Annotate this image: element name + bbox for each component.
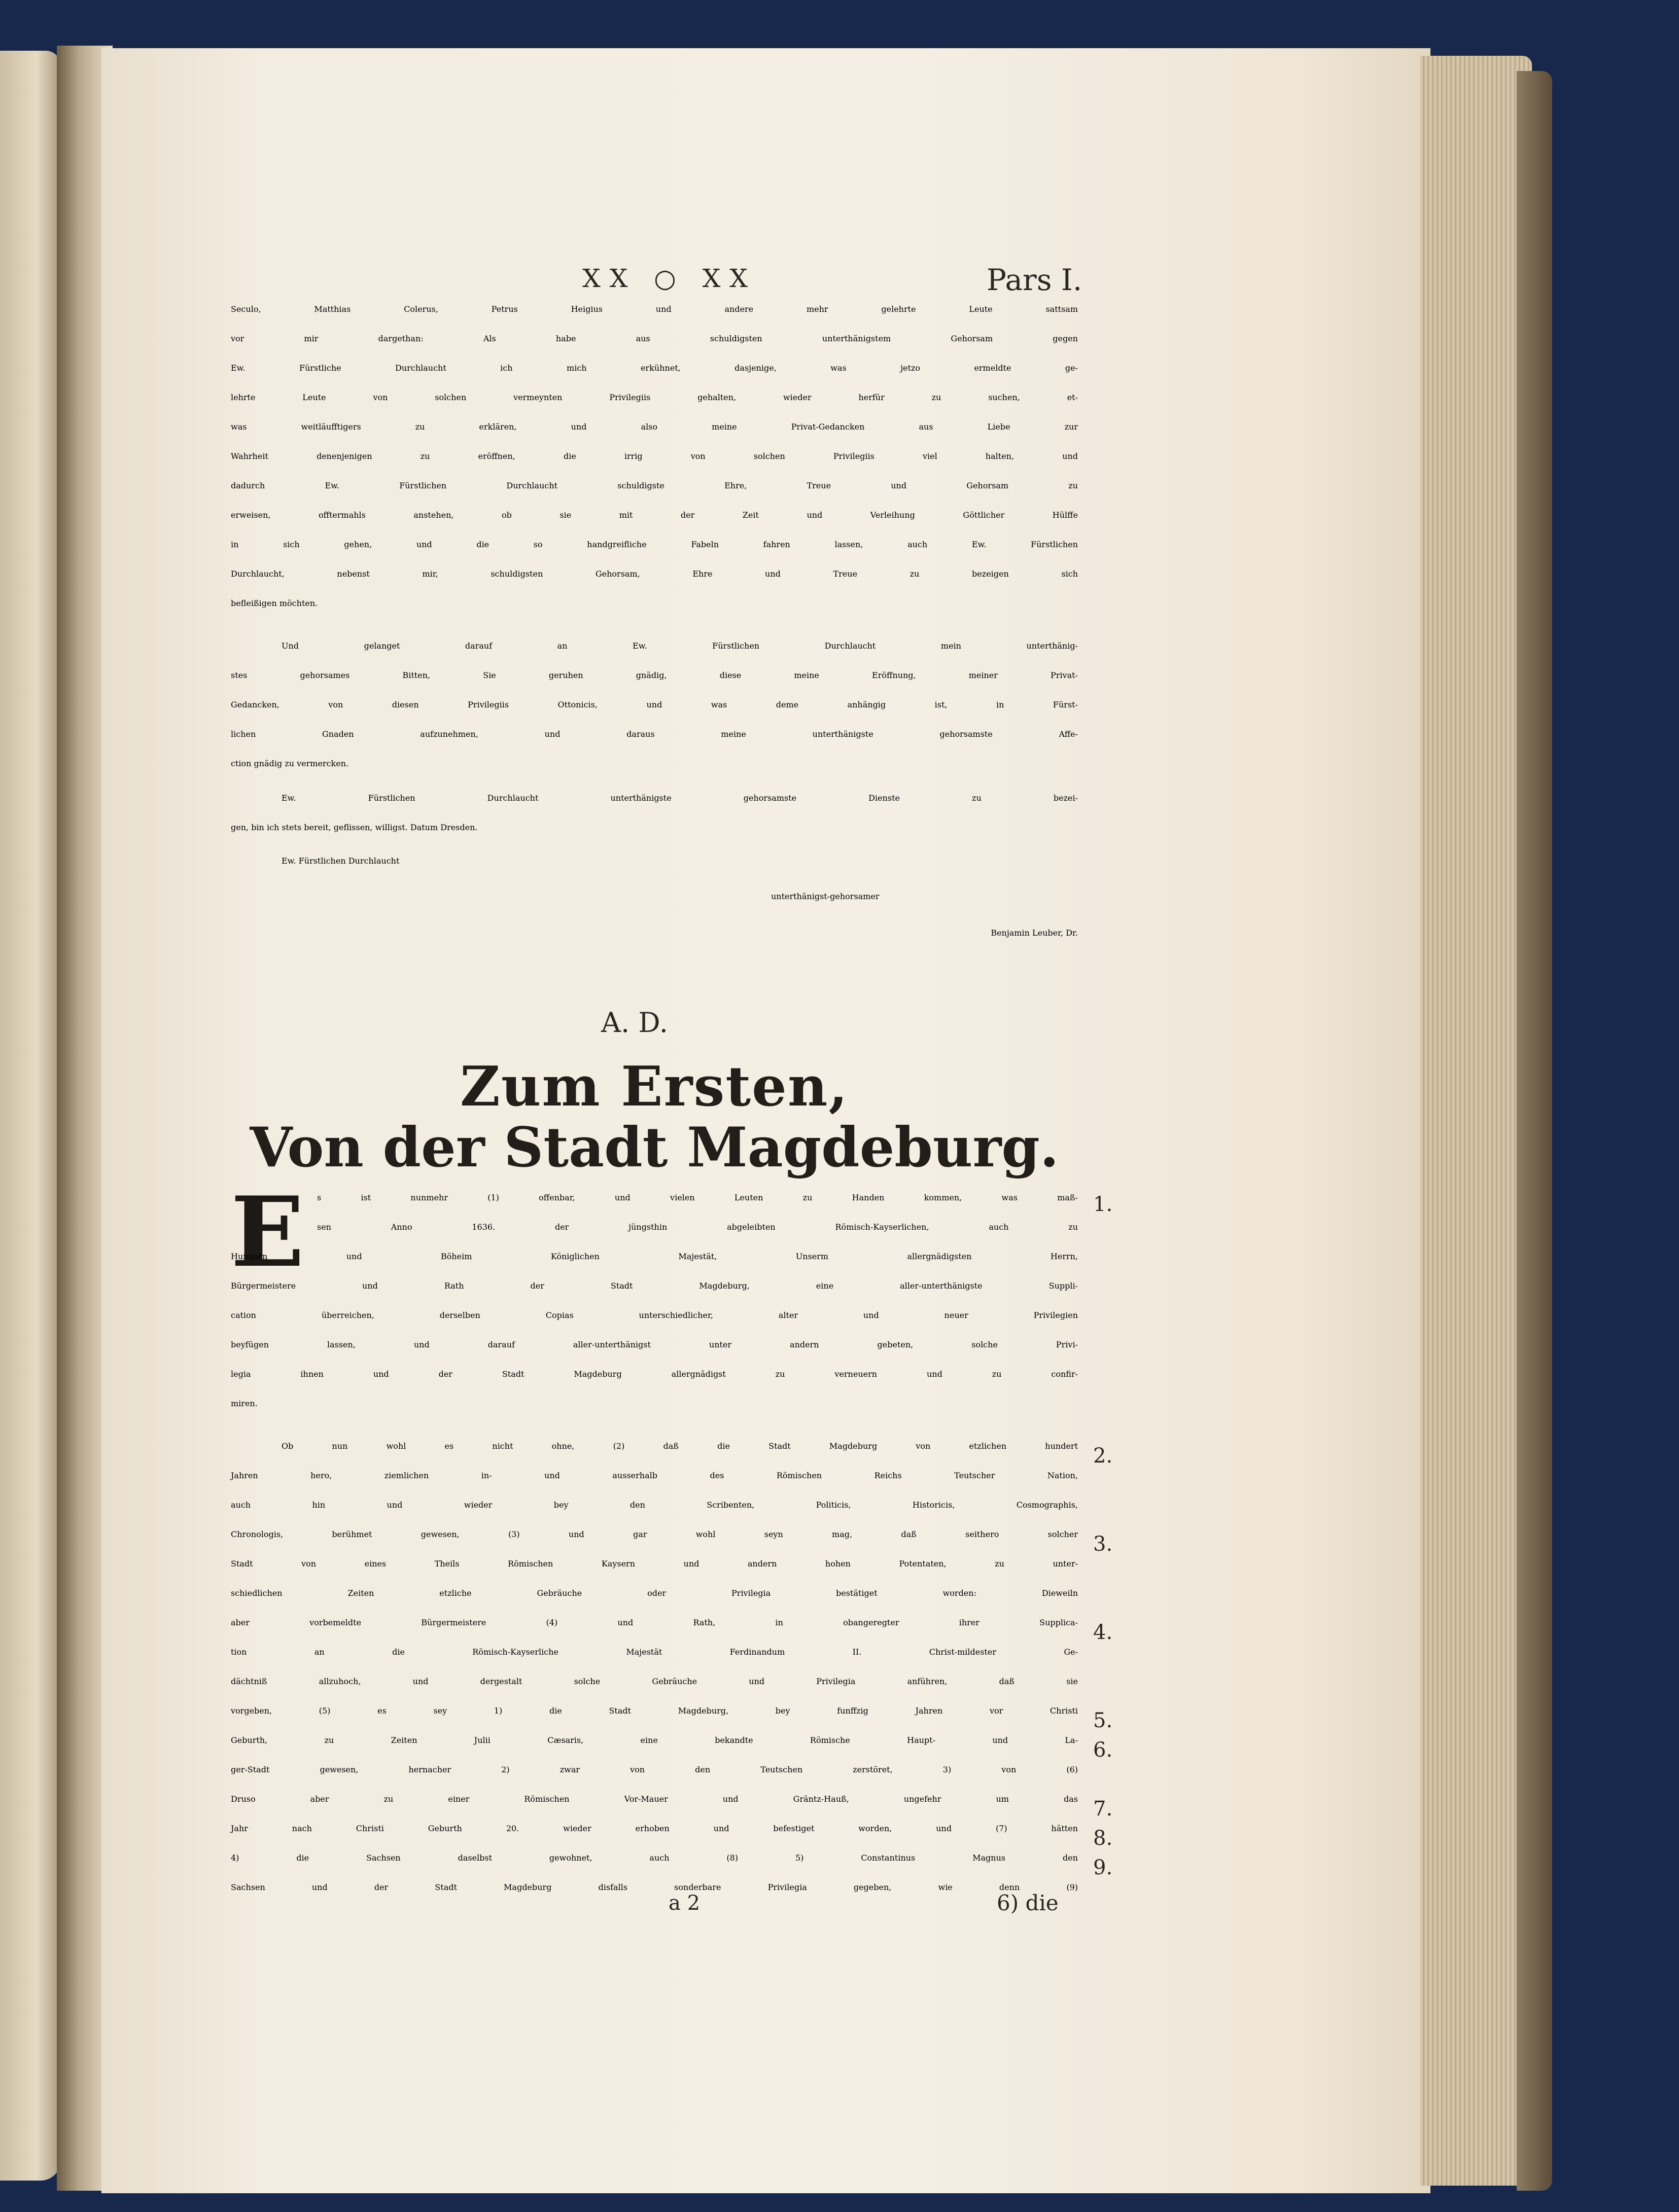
preface-paragraph-2: [231, 641, 1078, 788]
text-line: Wahrheit denenjenigen zu eröffnen, die irrig von solchen Privilegiis viel halten, und: [231, 451, 1078, 461]
running-head: Pars I.: [987, 263, 1082, 297]
text-line: legia ihnen und der Stadt Magdeburg allergnädigst zu verneuern und zu confir-: [231, 1369, 1078, 1379]
text-line: aber vorbemeldte Bürgermeistere (4) und Rath, in obangeregter ihrer Supplica-: [231, 1618, 1078, 1627]
text-line: miren.: [231, 1399, 258, 1408]
margin-number: 9.: [1093, 1856, 1113, 1879]
text-line: vor mir dargethan: Als habe aus schuldigsten unterthänigstem Gehorsam gegen: [231, 334, 1078, 343]
preface-paragraph-3: [231, 793, 1078, 852]
margin-number: 8.: [1093, 1827, 1113, 1850]
text-line: lehrte Leute von solchen vermeynten Privilegiis gehalten, wieder herfür zu suchen, et-: [231, 393, 1078, 402]
text-line: sen Anno 1636. der jüngsthin abgeleibten Römisch-Kayserlichen, auch zu: [317, 1222, 1078, 1232]
section-text: [231, 1193, 1078, 1912]
page-edges: [1420, 56, 1532, 2186]
margin-number: 1.: [1093, 1193, 1113, 1216]
closing: unterthänigst-gehorsamer: [771, 891, 880, 901]
text-line: Druso aber zu einer Römischen Vor-Mauer und Gräntz-Hauß, ungefehr um das: [231, 1794, 1078, 1804]
section-heading: Zum Ersten,: [460, 1055, 849, 1119]
drop-cap: E: [231, 1175, 304, 1289]
margin-number: 7.: [1093, 1797, 1113, 1821]
text-line: Ob nun wohl es nicht ohne, (2) daß die Stadt Magdeburg von etzlichen hundert: [282, 1441, 1078, 1451]
header-ornament: XX ○ XX: [582, 264, 757, 293]
section-paragraph-1: [231, 1193, 1078, 1428]
text-line: beyfügen lassen, und darauf aller-unterthänigst unter andern gebeten, solche Privi-: [231, 1340, 1078, 1349]
text-line: Stadt von eines Theils Römischen Kaysern und andern hohen Potentaten, zu unter-: [231, 1559, 1078, 1568]
catchword: 6) die: [997, 1890, 1059, 1915]
text-line: schiedlichen Zeiten etzliche Gebräuche oder Privilegia bestätiget worden: Dieweiln: [231, 1588, 1078, 1598]
text-line: dadurch Ew. Fürstlichen Durchlaucht schuldigste Ehre, Treue und Gehorsam zu: [231, 481, 1078, 490]
text-line: Ew. Fürstliche Durchlaucht ich mich erkühnet, dasjenige, was jetzo ermeldte ge-: [231, 363, 1078, 373]
text-line: dächtniß allzuhoch, und dergestalt solche Gebräuche und Privilegia anführen, daß sie: [231, 1676, 1078, 1686]
left-page-edge: [0, 51, 61, 2181]
text-line: erweisen, offtermahls anstehen, ob sie mit der Zeit und Verleihung Göttlicher Hülffe: [231, 510, 1078, 520]
text-line: vorgeben, (5) es sey 1) die Stadt Magdeburg, bey funffzig Jahren vor Christi: [231, 1706, 1078, 1716]
text-line: Chronologis, berühmet gewesen, (3) und gar wohl seyn mag, daß seithero solcher: [231, 1529, 1078, 1539]
text-line: 4) die Sachsen daselbst gewohnet, auch (8) 5) Constantinus Magnus den: [231, 1853, 1078, 1863]
preface-text: [231, 304, 1078, 957]
text-line: Seculo, Matthias Colerus, Petrus Heigius und andere mehr gelehrte Leute sattsam: [231, 304, 1078, 314]
text-line: tion an die Römisch-Kayserliche Majestät Ferdinandum II. Christ-mildester Ge-: [231, 1647, 1078, 1657]
margin-number: 5.: [1093, 1709, 1113, 1732]
text-line: in sich gehen, und die so handgreifliche Fabeln fahren lassen, auch Ew. Fürstlichen: [231, 540, 1078, 549]
text-line: s ist nunmehr (1) offenbar, und vielen Leuten zu Handen kommen, was maß-: [317, 1193, 1078, 1202]
text-line: ction gnädig zu vermercken.: [231, 759, 349, 768]
text-line: Gedancken, von diesen Privilegiis Ottonicis, und was deme anhängig ist, in Fürst-: [231, 700, 1078, 709]
text-line: lichen Gnaden aufzunehmen, und daraus meine unterthänigste gehorsamste Affe-: [231, 729, 1078, 739]
text-line: Und gelanget darauf an Ew. Fürstlichen Durchlaucht mein unterthänig-: [282, 641, 1078, 651]
text-line: Jahren hero, ziemlichen in- und ausserhalb des Römischen Reichs Teutscher Nation,: [231, 1471, 1078, 1480]
section-subheading: Von der Stadt Magdeburg.: [250, 1116, 1059, 1180]
section-label: A. D.: [601, 1007, 668, 1039]
margin-number: 6.: [1093, 1738, 1113, 1762]
text-line: gen, bin ich stets bereit, geflissen, willigst. Datum Dresden.: [231, 823, 478, 832]
text-line: Geburth, zu Zeiten Julii Cæsaris, eine bekandte Römische Haupt- und La-: [231, 1735, 1078, 1745]
margin-number: 4.: [1093, 1621, 1113, 1644]
text-line: Bürgermeistere und Rath der Stadt Magdeburg, eine aller-unterthänigste Suppli-: [231, 1281, 1078, 1291]
text-line: Durchlaucht, nebenst mir, schuldigsten Gehorsam, Ehre und Treue zu bezeigen sich: [231, 569, 1078, 579]
text-line: ger-Stadt gewesen, hernacher 2) zwar von den Teutschen zerstöret, 3) von (6): [231, 1765, 1078, 1774]
section-paragraph-2: [231, 1441, 1078, 1912]
text-line: befleißigen möchten.: [231, 598, 318, 608]
text-line: was weitläufftigers zu erklären, und also meine Privat-Gedancken aus Liebe zur: [231, 422, 1078, 432]
margin-number: 3.: [1093, 1532, 1113, 1556]
margin-number: 2.: [1093, 1444, 1113, 1468]
text-line: Jahr nach Christi Geburth 20. wieder erhoben und befestiget worden, und (7) hätten: [231, 1824, 1078, 1833]
book-cover-edge: [1517, 71, 1552, 2191]
preface-paragraph-1: [231, 304, 1078, 628]
text-line: Ew. Fürstlichen Durchlaucht unterthänigste gehorsamste Dienste zu bezei-: [282, 793, 1078, 803]
salutation: Ew. Fürstlichen Durchlaucht: [282, 856, 400, 866]
text-line: Sachsen und der Stadt Magdeburg disfalls sonderbare Privilegia gegeben, wie denn (9): [231, 1882, 1078, 1892]
text-line: stes gehorsames Bitten, Sie geruhen gnädig, diese meine Eröffnung, meiner Privat-: [231, 670, 1078, 680]
text-line: Hungarn und Böheim Königlichen Majestät, Unserm allergnädigsten Herrn,: [231, 1252, 1078, 1261]
text-line: auch hin und wieder bey den Scribenten, Politicis, Historicis, Cosmographis,: [231, 1500, 1078, 1510]
signature-mark: a 2: [669, 1892, 701, 1915]
signature: Benjamin Leuber, Dr.: [991, 928, 1078, 938]
text-line: cation überreichen, derselben Copias unterschiedlicher, alter und neuer Privilegien: [231, 1310, 1078, 1320]
